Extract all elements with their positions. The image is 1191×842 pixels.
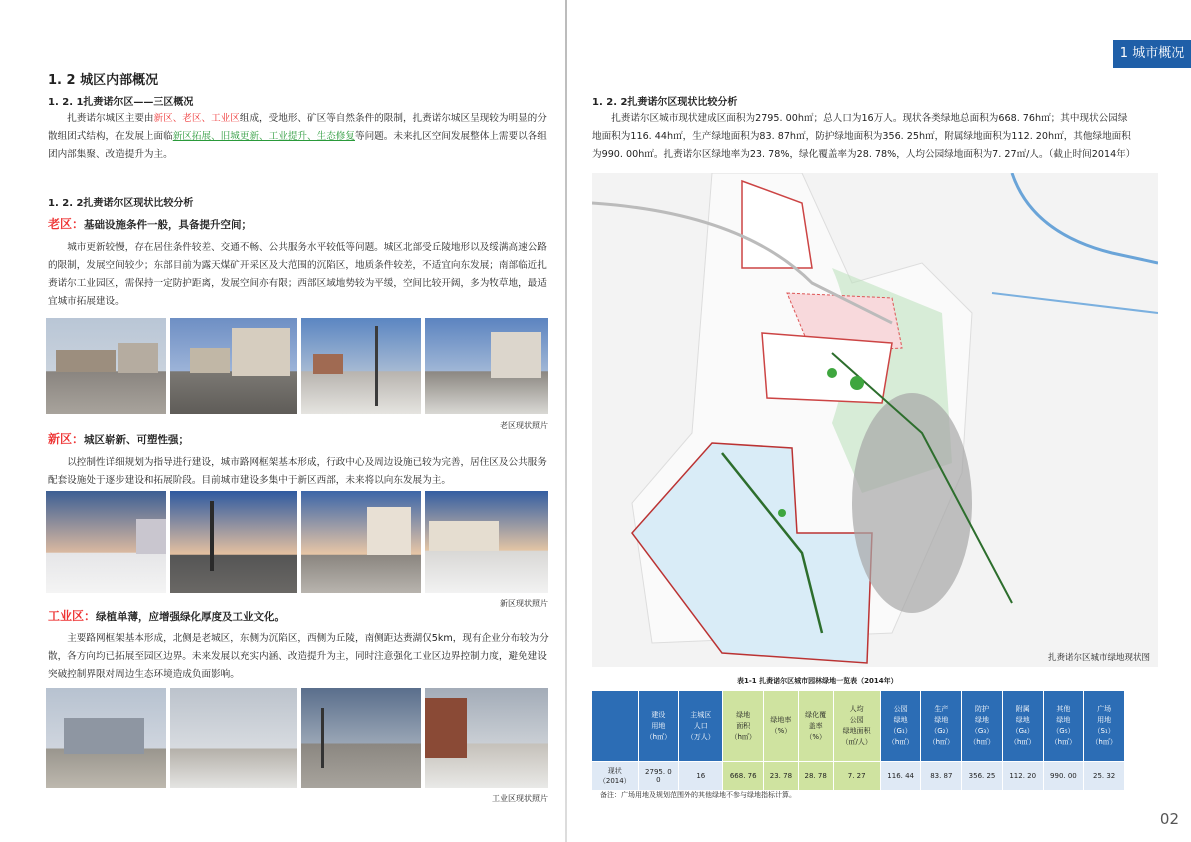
- table-header-cell: 公园 绿地 （G₁） （h㎡）: [880, 691, 921, 762]
- old-photo-2: [170, 318, 296, 414]
- intro-text-3: 等问题。未来扎区空间发展整体上需要以各组团内部集聚、改造提升为主。: [48, 131, 547, 160]
- new-photo-4: [425, 491, 548, 593]
- table-header-cell: 主城区 人口 （万人）: [679, 691, 723, 762]
- intro-highlight-issues: 新区拓展、旧城更新、工业提升、生态修复: [172, 131, 355, 142]
- new-district-caption: 新区现状照片: [500, 599, 548, 608]
- new-district-heading: [48, 430, 189, 447]
- old-district-tag: 老区：: [48, 217, 85, 231]
- section-heading: 1. 2 城区内部概况: [48, 73, 159, 88]
- new-district-tag: 新区：: [48, 432, 85, 446]
- intro-paragraph: [48, 110, 554, 164]
- new-district-photos: [46, 491, 548, 593]
- table-row: [592, 762, 1125, 791]
- ind-photo-1: [46, 688, 166, 788]
- old-district-text: 城市更新较慢，存在居住条件较差、交通不畅、公共服务水平较低等问题。城区北部受丘陵地形以及绥满高速公路的限制，发展空间较少；东部目前为露天煤矿开采区及大范围的沉陷区，地质条件较差，不适宜向东发展；南部临近扎赉诺尔工业园区，需保持一定防护距离，发展空间亦有限；西部区域地势较为平缓，空间比较开阔，多为牧草地，最适宜城市拓展建设。: [48, 242, 547, 307]
- table-cell: 2795. 0 0: [638, 762, 679, 791]
- industrial-heading: [48, 607, 285, 624]
- new-photo-2: [170, 491, 296, 593]
- table-header-cell: 其他 绿地 （G₅） （h㎡）: [1043, 691, 1084, 762]
- subsection-heading-2: 1. 2. 2扎赉诺尔区现状比较分析: [48, 198, 194, 209]
- ind-photo-4: [425, 688, 548, 788]
- ind-photo-2: [170, 688, 296, 788]
- page-number: 02: [1159, 810, 1179, 828]
- right-paragraph: 扎赉诺尔区城市现状建成区面积为2795. 00h㎡；总人口为16万人。现状各类绿地总面积为668. 76h㎡；其中现状公园绿地面积为116. 44h㎡，生产绿地面积为83. 87h㎡，防护绿地面积为356. 25h㎡，附属绿地面积为112. 20h㎡，其他绿地面积为990. 00h㎡。扎赉诺尔区绿地率为23. 78%，绿化覆盖率为28. 78%，人均公园绿地面积为7. 27㎡/人。（截止时间2014年）: [592, 113, 1136, 160]
- ind-photo-3: [301, 688, 421, 788]
- table-header-cell: 人均 公园 绿地面积 （㎡/人）: [833, 691, 880, 762]
- intro-highlight-zones: 新区、老区、工业区: [153, 113, 240, 124]
- map-graphic: [592, 173, 1158, 667]
- table-header-cell: 建设 用地 （h㎡）: [638, 691, 679, 762]
- green-space-map: [592, 173, 1158, 667]
- new-photo-3: [301, 491, 421, 593]
- table-cell: 现状 （2014）: [592, 762, 639, 791]
- new-district-text: 以控制性详细规划为指导进行建设，城市路网框架基本形成，行政中心及周边设施已较为完善，居住区及公共服务配套设施处于逐步建设和拓展阶段。目前城市建设多集中于新区西部，未来将以向东发展为主。: [48, 457, 547, 486]
- intro-text-2: 组成，受地形、矿区等自然条件的限制，扎赉诺尔城区呈现较为明显的分散组团式结构，在发展上面临: [48, 113, 547, 142]
- map-caption: 扎赉诺尔区城市绿地现状图: [1047, 653, 1150, 663]
- table-cell: 16: [679, 762, 723, 791]
- left-page: [0, 0, 566, 842]
- industrial-text: 主要路网框架基本形成，北侧是老城区，东侧为沉陷区，西侧为丘陵，南侧距达赉湖仅5km，现有企业分布较为分散，各方向均已拓展至园区边界。未来发展以充实内涵、改造提升为主，同时注意强化工业区边界控制力度，避免建设突破控制界限对周边生态环境造成负面影响。: [48, 633, 549, 680]
- table-header-cell: 绿化覆 盖率 （%）: [798, 691, 833, 762]
- table-cell: 25. 32: [1084, 762, 1125, 791]
- industrial-caption: 工业区现状照片: [492, 794, 548, 803]
- table-header-row: [592, 691, 1125, 762]
- right-subsection-heading: 1. 2. 2扎赉诺尔区现状比较分析: [592, 97, 738, 108]
- table-header-cell: 附属 绿地 （G₄） （h㎡）: [1002, 691, 1043, 762]
- old-photo-4: [425, 318, 548, 414]
- table-header-cell: 广场 用地 （S₁） （h㎡）: [1084, 691, 1125, 762]
- table-cell: 23. 78: [764, 762, 799, 791]
- table-header-cell: 绿地 面积 （h㎡）: [723, 691, 764, 762]
- table-cell: 356. 25: [962, 762, 1003, 791]
- table-header-cell: 生产 绿地 （G₂） （h㎡）: [921, 691, 962, 762]
- green-space-table: [591, 690, 1125, 791]
- table-cell: 83. 87: [921, 762, 962, 791]
- old-district-caption: 老区现状照片: [500, 421, 548, 430]
- table-header-cell: [592, 691, 639, 762]
- table-cell: 112. 20: [1002, 762, 1043, 791]
- table-cell: 990. 00: [1043, 762, 1084, 791]
- section-tab[interactable]: 1 城市概况: [1113, 40, 1191, 68]
- table-header-cell: 防护 绿地 （G₃） （h㎡）: [962, 691, 1003, 762]
- old-district-head: 基础设施条件一般，具备提升空间；: [84, 219, 253, 231]
- table-cell: 668. 76: [723, 762, 764, 791]
- industrial-head: 绿植单薄，应增强绿化厚度及工业文化。: [96, 611, 286, 623]
- table-cell: 116. 44: [880, 762, 921, 791]
- subsection-heading-1: 1. 2. 1扎赉诺尔区——三区概况: [48, 97, 194, 108]
- industrial-photos: [46, 688, 548, 788]
- old-district-heading: [48, 215, 252, 232]
- table-caption: 表1-1 扎赉诺尔区城市园林绿地一览表（2014年）: [737, 677, 898, 685]
- industrial-tag: 工业区：: [48, 609, 97, 623]
- table-cell: 28. 78: [798, 762, 833, 791]
- table-cell: 7. 27: [833, 762, 880, 791]
- table-note: 备注：广场用地及规划范围外的其他绿地不参与绿地指标计算。: [600, 791, 796, 799]
- old-photo-3: [301, 318, 421, 414]
- new-district-head: 城区崭新、可塑性强；: [84, 434, 190, 446]
- old-district-photos: [46, 318, 548, 414]
- old-photo-1: [46, 318, 166, 414]
- intro-text-1: 扎赉诺尔城区主要由: [67, 113, 154, 124]
- right-page: [567, 0, 1191, 842]
- new-photo-1: [46, 491, 166, 593]
- table-header-cell: 绿地率 （%）: [764, 691, 799, 762]
